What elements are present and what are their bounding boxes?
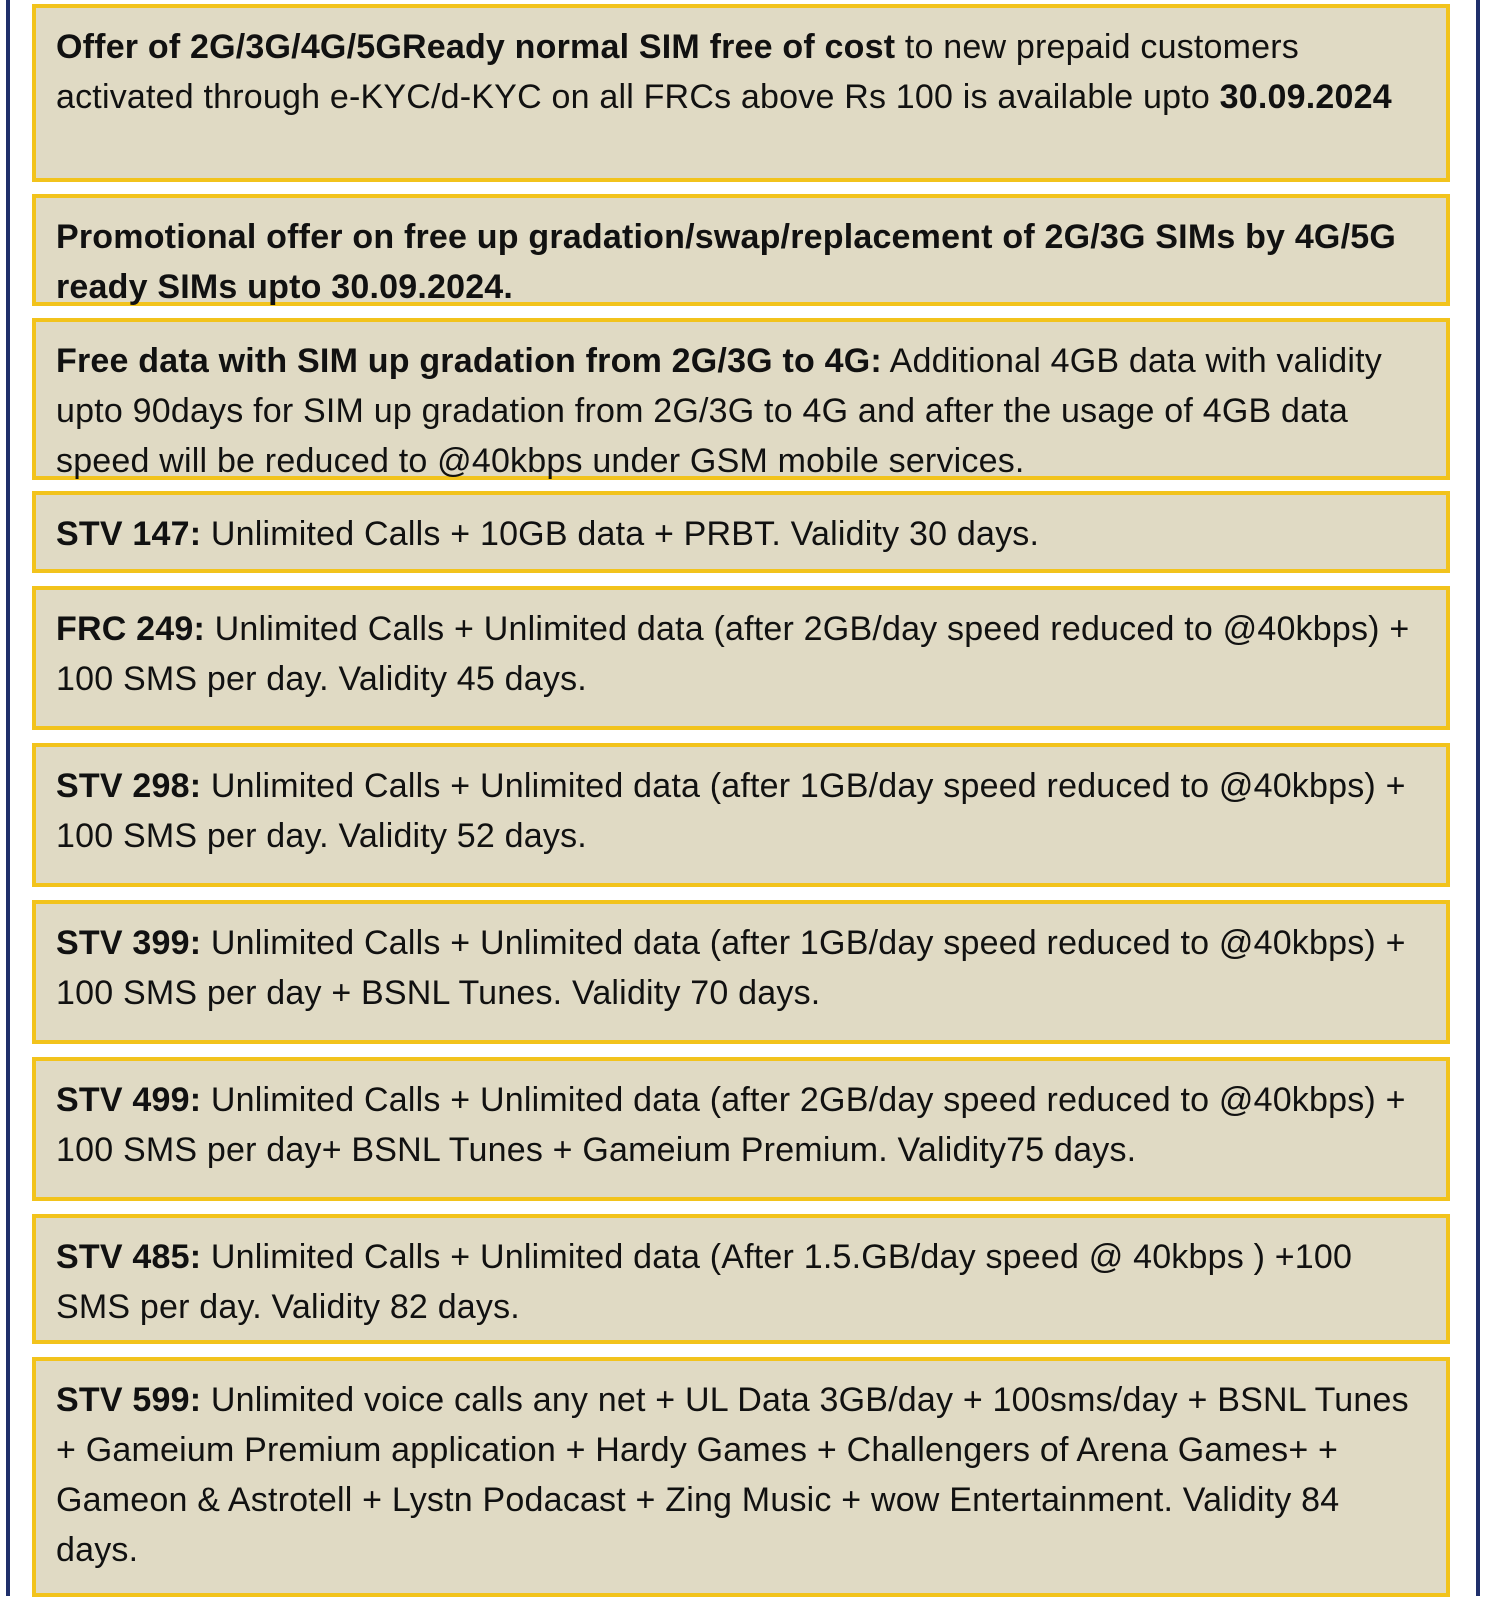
offer-date: 30.09.2024 bbox=[1219, 78, 1392, 116]
plan-details: Unlimited Calls + Unlimited data (after 1GB/day speed reduced to @40kbps) + 100 SMS per day. Validity 52 days. bbox=[56, 767, 1406, 855]
offer-text: to new prepaid customers activated through e-KYC/d-KYC on all FRCs above Rs 100 is available upto bbox=[56, 28, 1299, 116]
plan-name: STV 485: bbox=[56, 1238, 202, 1276]
plan-details: Unlimited Calls + Unlimited data (After 1.5.GB/day speed @ 40kbps ) +100 SMS per day. Validity 82 days. bbox=[56, 1238, 1353, 1326]
plan-name: FRC 249: bbox=[56, 610, 205, 648]
plan-stv-147 bbox=[32, 491, 1450, 573]
plan-stv-499 bbox=[32, 1057, 1450, 1201]
plan-name: STV 399: bbox=[56, 924, 202, 962]
offer-free-data bbox=[32, 318, 1450, 480]
offer-text: Additional 4GB data with validity upto 90days for SIM up gradation from 2G/3G to 4G and after the usage of 4GB data speed will be reduced to @40kbps under GSM mobile services. bbox=[56, 342, 1382, 480]
plan-name: STV 298: bbox=[56, 767, 202, 805]
offer-title: Offer of 2G/3G/4G/5GReady normal SIM free of cost bbox=[56, 28, 896, 66]
offer-title: Free data with SIM up gradation from 2G/3G to 4G: bbox=[56, 342, 882, 380]
plan-stv-485 bbox=[32, 1214, 1450, 1344]
plan-stv-399 bbox=[32, 900, 1450, 1044]
plan-name: STV 599: bbox=[56, 1381, 202, 1419]
offer-title: Promotional offer on free up gradation/swap/replacement of 2G/3G SIMs by 4G/5G ready SIMs upto 30.09.2024. bbox=[56, 218, 1396, 306]
plan-details: Unlimited Calls + 10GB data + PRBT. Validity 30 days. bbox=[201, 515, 1040, 553]
plan-details: Unlimited Calls + Unlimited data (after 2GB/day speed reduced to @40kbps) + 100 SMS per day. Validity 45 days. bbox=[56, 610, 1410, 698]
plan-frc-249 bbox=[32, 586, 1450, 730]
plan-stv-599 bbox=[32, 1357, 1450, 1597]
plan-name: STV 499: bbox=[56, 1081, 202, 1119]
offer-sim-upgradation bbox=[32, 194, 1450, 306]
plan-stv-298 bbox=[32, 743, 1450, 887]
plan-name: STV 147: bbox=[56, 515, 202, 553]
plan-details: Unlimited voice calls any net + UL Data 3GB/day + 100sms/day + BSNL Tunes + Gameium Premium application + Hardy Games + Challengers of Arena Games+ + Gameon & Astrotell + Lystn Podacast + Zing Music + wow Entertainment. Validity 84 days. bbox=[56, 1381, 1409, 1569]
offer-sim-free bbox=[32, 4, 1450, 182]
plan-details: Unlimited Calls + Unlimited data (after 2GB/day speed reduced to @40kbps) + 100 SMS per day+ BSNL Tunes + Gameium Premium. Validity75 days. bbox=[56, 1081, 1406, 1169]
plan-details: Unlimited Calls + Unlimited data (after 1GB/day speed reduced to @40kbps) + 100 SMS per day + BSNL Tunes. Validity 70 days. bbox=[56, 924, 1406, 1012]
